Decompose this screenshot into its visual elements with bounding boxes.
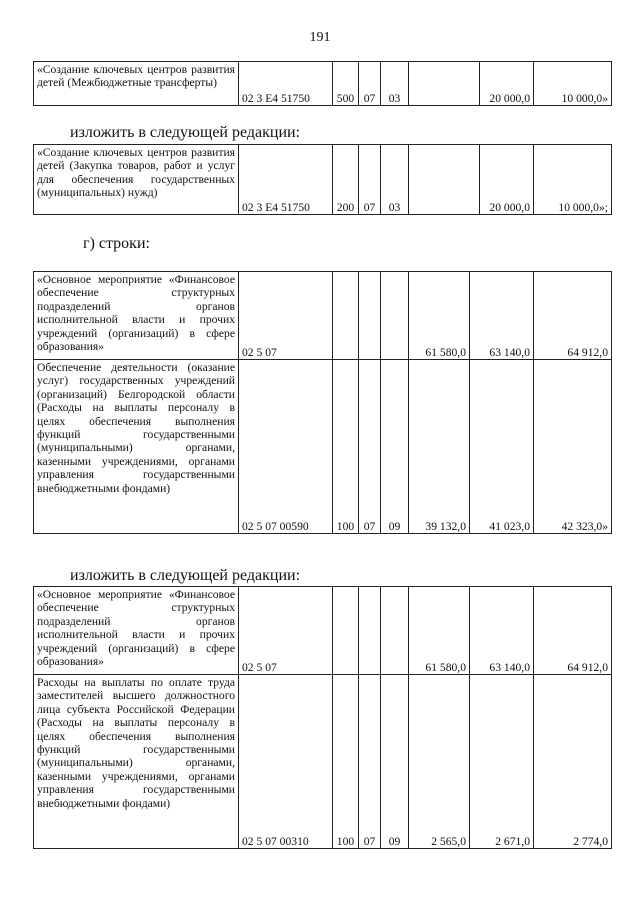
page-number: 191 [309, 30, 331, 45]
subsection-code: 09 [381, 675, 409, 849]
amount-year-3: 64 912,0 [534, 272, 612, 360]
expense-type [333, 587, 359, 675]
amount-year-2: 63 140,0 [470, 272, 534, 360]
amount-year-2: 20 000,0 [480, 62, 534, 106]
subsection-code: 09 [381, 360, 409, 534]
amount-year-2: 41 023,0 [470, 360, 534, 534]
amount-year-1: 61 580,0 [409, 272, 470, 360]
expense-type [333, 272, 359, 360]
section-code: 07 [359, 62, 381, 106]
target-article-code: 02 3 E4 51750 [239, 62, 333, 106]
amount-year-3: 10 000,0»; [534, 145, 612, 215]
amount-year-3: 10 000,0» [534, 62, 612, 106]
target-article-code: 02 5 07 00590 [239, 360, 333, 534]
amount-year-2: 20 000,0 [480, 145, 534, 215]
amount-year-3: 2 774,0 [534, 675, 612, 849]
row-description: Расходы на выплаты по оплате труда заместителей высшего должностного лица субъекта Российской Федерации (Расходы на выплаты персоналу в целях обеспечения выполнения функций государственными (муниципальными) органами, казенными учреждениями, органами управления государственными внебюджетными фондами) [34, 675, 239, 849]
section-code [359, 587, 381, 675]
expense-type: 100 [333, 675, 359, 849]
table-row [34, 62, 612, 106]
target-article-code: 02 5 07 [239, 272, 333, 360]
table-row [34, 587, 612, 675]
row-description: «Основное мероприятие «Финансовое обеспечение структурных подразделений органов исполнительной власти и прочих учреждений (организаций) в сфере образования» [34, 272, 239, 360]
subsection-code: 03 [381, 62, 409, 106]
amount-year-1: 39 132,0 [409, 360, 470, 534]
section-code: 07 [359, 360, 381, 534]
row-description: Обеспечение деятельности (оказание услуг) государственных учреждений (организаций) Белгородской области (Расходы на выплаты персоналу в целях обеспечения выполнения функций государственными (муниципальными) органами, казенными учреждениями, органами управления государственными внебюджетными фондами) [34, 360, 239, 534]
section-code: 07 [359, 145, 381, 215]
subsection-code: 03 [381, 145, 409, 215]
amount-year-2: 63 140,0 [470, 587, 534, 675]
amount-year-1: 2 565,0 [409, 675, 470, 849]
heading-new-edition-2: изложить в следующей редакции: [70, 567, 301, 584]
new-rows-table-4 [33, 586, 612, 849]
table-row [34, 272, 612, 360]
new-row-table-2 [33, 144, 612, 215]
amount-year-3: 42 323,0» [534, 360, 612, 534]
target-article-code: 02 3 E4 51750 [239, 145, 333, 215]
target-article-code: 02 5 07 [239, 587, 333, 675]
target-article-code: 02 5 07 00310 [239, 675, 333, 849]
heading-new-edition-1: изложить в следующей редакции: [70, 124, 301, 141]
expense-type: 500 [333, 62, 359, 106]
subsection-code [381, 272, 409, 360]
section-code [359, 272, 381, 360]
row-description: «Создание ключевых центров развития детей (Закупка товаров, работ и услуг для обеспечения государственных (муниципальных) нужд) [34, 145, 239, 215]
table-row [34, 360, 612, 534]
amount-year-1: 61 580,0 [409, 587, 470, 675]
subsection-code [381, 587, 409, 675]
table-row [34, 145, 612, 215]
section-code: 07 [359, 675, 381, 849]
amount-year-2: 2 671,0 [470, 675, 534, 849]
heading-rows: г) строки: [83, 235, 150, 252]
row-description: «Создание ключевых центров развития детей (Межбюджетные трансферты) [34, 62, 239, 106]
empty-cell [409, 62, 480, 106]
row-description: «Основное мероприятие «Финансовое обеспечение структурных подразделений органов исполнительной власти и прочих учреждений (организаций) в сфере образования» [34, 587, 239, 675]
expense-type: 100 [333, 360, 359, 534]
expense-type: 200 [333, 145, 359, 215]
amount-year-3: 64 912,0 [534, 587, 612, 675]
original-rows-table-3 [33, 271, 612, 534]
table-row [34, 675, 612, 849]
empty-cell [409, 145, 480, 215]
original-row-table-1 [33, 61, 612, 106]
